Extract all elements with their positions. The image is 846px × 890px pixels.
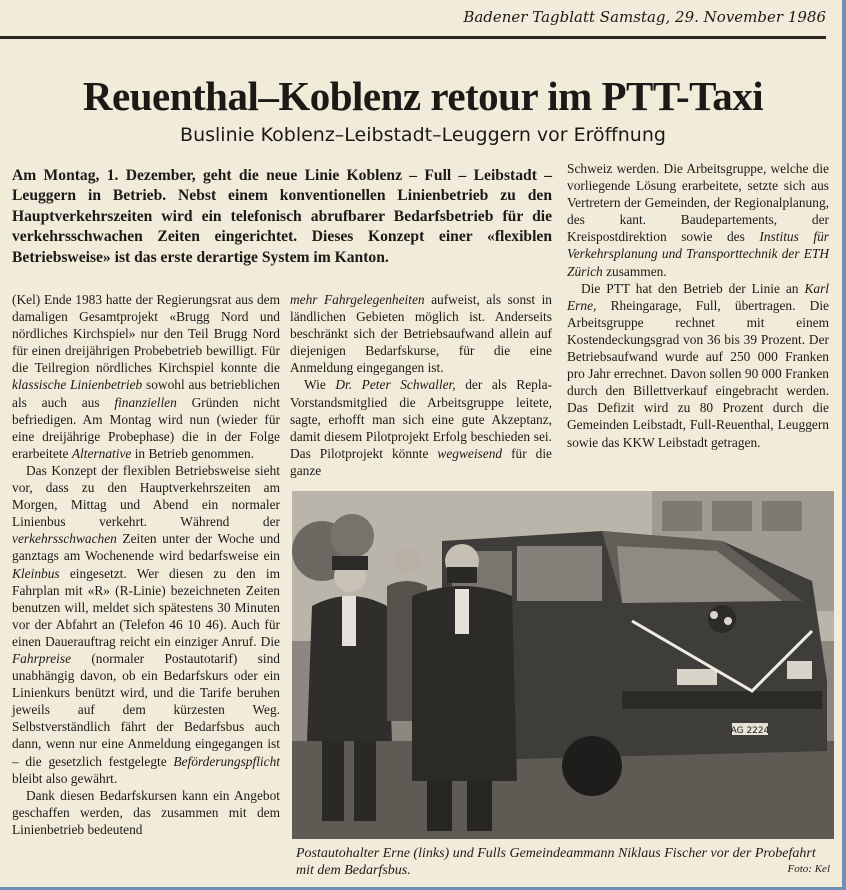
subheadline: Buslinie Koblenz–Leibstadt–Leuggern vor Eröffnung bbox=[180, 124, 666, 146]
paragraph bbox=[290, 376, 552, 479]
text: klassische Linienbetrieb bbox=[12, 377, 143, 393]
paragraph bbox=[567, 280, 829, 451]
text: verkehrsschwachen bbox=[12, 531, 117, 547]
photo-credit: Foto: Kel bbox=[787, 863, 830, 875]
paragraph: Dank diesen Bedarfskursen kann ein Angebot geschaffen werden, das zusammen mit dem Linienbetrieb bedeutend bbox=[12, 787, 280, 837]
text: mehr Fahrgelegenheiten bbox=[290, 292, 425, 307]
text: Das Konzept der flexiblen Betriebsweise sieht vor, dass zu den Hauptverkehrszeiten am Morgen, Mittag und Abend ein normaler Linienbus verkehrt. Während der bbox=[12, 462, 280, 530]
column-3 bbox=[567, 160, 829, 451]
column-1 bbox=[12, 291, 280, 838]
bus-photo-illustration bbox=[292, 491, 834, 839]
lead-paragraph: Am Montag, 1. Dezember, geht die neue Linie Koblenz – Full – Leibstadt – Leuggern in Betrieb. Nebst einem konventionellen Linienbetrieb zu den Hauptverkehrszeiten wird ein telefonisch abrufbarer Bedarfsbetrieb für die verkehrsschwachen Zeiten eingerichtet. Dieses Konzept einer «flexiblen Betriebsweise» ist das erste derartige System im Kanton. bbox=[12, 167, 552, 266]
text: Gründen nicht befriedigen. Am Montag wird nun (wieder für eine dreijährige Probephase) die in der Folge erarbeitete bbox=[12, 394, 281, 461]
masthead-rule bbox=[0, 36, 826, 39]
text: Kleinbus bbox=[12, 565, 60, 581]
text: zusammen. bbox=[602, 263, 667, 279]
column-2 bbox=[290, 291, 552, 479]
text: (normaler Postautotarif) sind unabhängig davon, ob ein Bedarfskurs oder ein Linienkurs benützt wird, und die Tarife beruhen jeweils auf dem kürzesten Weg. Selbstverständlich fährt der Bedarfsbus auch dann, wenn nur eine Anmeldung eingegangen ist – die gesetzlich festgelegte bbox=[12, 650, 280, 769]
text: in Betrieb genommen. bbox=[131, 445, 255, 461]
text: wegweisend bbox=[437, 445, 503, 461]
text: aufweist, als sonst in ländlichen Gebieten möglich ist. Anderseits beschränkt sich der Betriebsaufwand allein auf diejenigen Bedarfskurse, für die eine Anmeldung eingegangen ist. bbox=[290, 292, 552, 376]
paragraph bbox=[12, 462, 280, 787]
text: finanziellen bbox=[114, 394, 177, 410]
text: Zeiten unter der Woche und ganztags am Wochenende wird bedarfsweise ein bbox=[12, 531, 280, 564]
text: Institus für Verkehrsplanung und Transporttechnik der ETH Zürich bbox=[567, 229, 829, 279]
text: sowohl aus betrieblichen als auch aus bbox=[12, 377, 280, 410]
text: bleibt also gewährt. bbox=[12, 770, 118, 786]
news-photo bbox=[292, 491, 834, 839]
masthead: Badener Tagblatt Samstag, 29. November 1986 bbox=[463, 8, 826, 26]
text: für die ganze bbox=[290, 445, 553, 478]
text: Dr. Peter Schwaller, bbox=[335, 377, 456, 393]
paragraph bbox=[567, 160, 829, 280]
text: eingesetzt. Wer diesen zu den im Fahrplan mit «R» (R-Linie) bezeichneten Zeiten benutzen will, meldet sich spätestens 30 Minuten vor der Abfahrt an (Telefon 46 10 46). Auch für einen Dauerauftrag reicht ein einziger Anruf. Die bbox=[12, 565, 280, 649]
license-plate: AG 2224 bbox=[730, 726, 770, 736]
text: Alternative bbox=[71, 445, 132, 461]
text: Karl Erne, bbox=[567, 280, 829, 313]
paragraph bbox=[12, 291, 280, 462]
text: der als Repla-Vorstandsmitglied die Arbeitsgruppe leitete, sagte, erhofft man sich eine gute Akzeptanz, damit diesem Pilotprojekt Erfolg beschieden sei. Das Pilotprojekt könnte bbox=[290, 377, 552, 461]
text: Fahrpreise bbox=[12, 650, 72, 666]
text: Wie bbox=[304, 377, 336, 393]
text: Beförderungspflicht bbox=[173, 753, 280, 769]
text: (Kel) Ende 1983 hatte der Regierungsrat aus dem damaligen Gesamtprojekt «Brugg Nord und nördliches Kirchspiel» nur den Teil Brugg Nord für einen dreijährigen Probebetrieb bewilligt. Für die Teilregion nördliches Kirchspiel konnte die bbox=[12, 292, 280, 376]
text: Schweiz werden. Die Arbeitsgruppe, welche die vorliegende Lösung erarbeitete, setzte sich aus Vertretern der Gemeinden, der Regionalplanung, des kant. Baudepartements, der Kreispostdirektion sowie des bbox=[567, 161, 829, 245]
text: Die PTT hat den Betrieb der Linie an bbox=[581, 280, 805, 296]
photo-caption: Postautohalter Erne (links) und Fulls Gemeindeammann Niklaus Fischer vor der Probefahrt mit dem Bedarfsbus. bbox=[296, 846, 816, 878]
paragraph bbox=[290, 291, 552, 376]
headline: Reuenthal–Koblenz retour im PTT-Taxi bbox=[82, 73, 764, 119]
text: Rheingarage, Full, übertragen. Die Arbeitsgruppe rechnet mit einem Kostendeckungsgrad von 36 bis 39 Prozent. Der Betriebsaufwand wurde auf 250 000 Franken pro Jahr errechnet. Davon sollen 90 000 Franken durch den Billettverkauf eingebracht werden. Das Defizit wird zu 80 Prozent durch die Gemeinden Leibstadt, Full-Reuenthal, Leuggern sowie das KKW Leibstadt getragen. bbox=[567, 297, 829, 450]
